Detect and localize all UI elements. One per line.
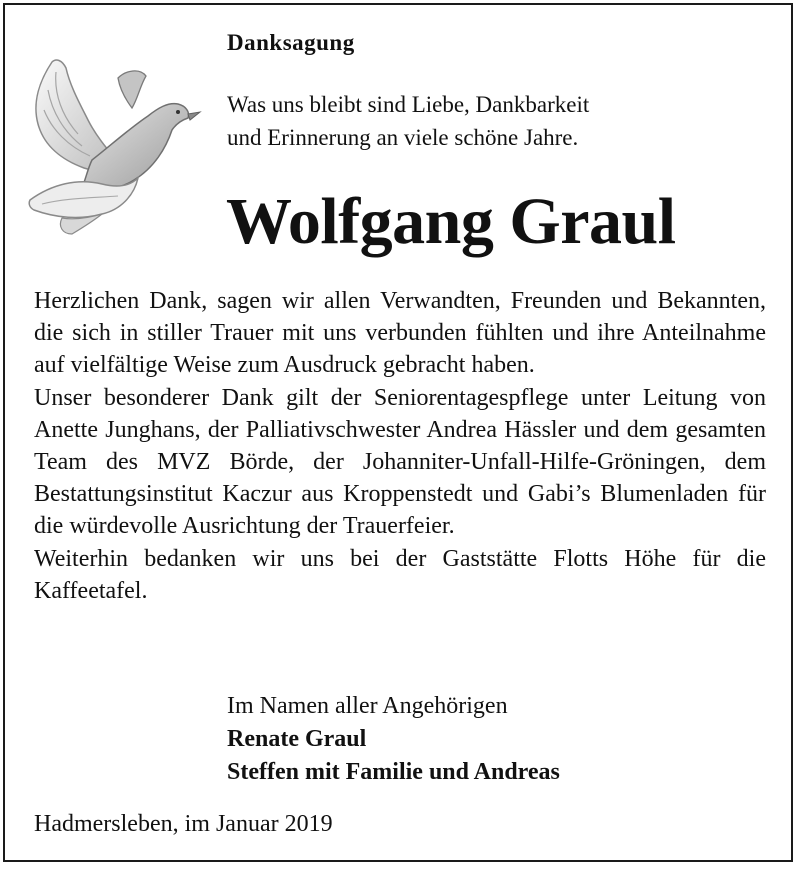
motto-quote [227,88,747,154]
thank-you-paragraph: Unser besonderer Dank gilt der Seniorentagespflege unter Leitung von Anette Junghans, der Palliativschwester Andrea Hässler und dem gesamten Team des MVZ Börde, der Johanniter-Unfall-Hilfe-Gröningen, dem Bestattungsinstitut Kaczur aus Kroppenstedt und Gabi’s Blumenladen für die würdevolle Ausrichtung der Trauerfeier. [34,384,766,540]
signature-intro: Im Namen aller Angehörigen [227,693,508,719]
motto-line: Was uns bleibt sind Liebe, Dankbarkeit [227,92,590,117]
signature-name: Steffen mit Familie und Andreas [227,759,560,785]
signature-name: Renate Graul [227,726,367,752]
thank-you-paragraph: Weiterhin bedanken wir uns bei der Gaststätte Flotts Höhe für die Kaffeetafel. [34,545,766,604]
place-date: Hadmersleben, im Januar 2019 [34,811,333,837]
dove-icon [22,50,202,235]
thank-you-text [34,285,766,607]
notice-heading: Danksagung [227,30,355,55]
motto-line: und Erinnerung an viele schöne Jahre. [227,125,579,150]
thank-you-paragraph: Herzlichen Dank, sagen wir allen Verwandten, Freunden und Bekannten, die sich in stiller Trauer mit uns verbunden fühlten und ihre Anteilnahme auf vielfältige Weise zum Ausdruck gebracht haben. [34,288,766,379]
signature-block [227,690,560,789]
deceased-name: Wolfgang Graul [226,185,676,258]
